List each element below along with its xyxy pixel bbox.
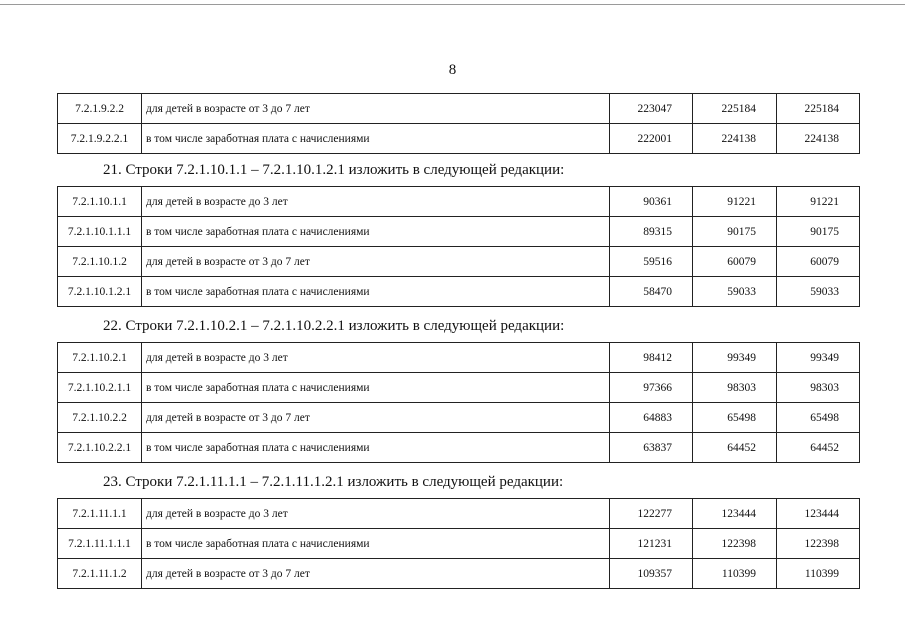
row-value-2: 224138 [693,124,777,154]
row-value-2: 98303 [693,373,777,403]
table-row [58,373,860,403]
table-row [58,343,860,373]
top-border-line [0,4,905,5]
row-code: 7.2.1.10.2.1 [58,343,142,373]
row-value-3: 110399 [777,559,860,589]
row-code: 7.2.1.11.1.2 [58,559,142,589]
section-heading-22: 22. Строки 7.2.1.10.2.1 – 7.2.1.10.2.2.1 изложить в следующей редакции: [103,318,565,334]
table-row [58,247,860,277]
row-description: для детей в возрасте до 3 лет [142,343,610,373]
row-value-1: 58470 [610,277,693,307]
table-row [58,403,860,433]
row-value-3: 99349 [777,343,860,373]
row-description: для детей в возрасте до 3 лет [142,499,610,529]
row-code: 7.2.1.10.1.2.1 [58,277,142,307]
row-code: 7.2.1.10.1.1.1 [58,217,142,247]
row-value-1: 122277 [610,499,693,529]
row-value-2: 110399 [693,559,777,589]
page-number: 8 [448,62,457,78]
row-code: 7.2.1.10.2.1.1 [58,373,142,403]
row-code: 7.2.1.9.2.2 [58,94,142,124]
row-value-1: 222001 [610,124,693,154]
row-value-1: 109357 [610,559,693,589]
row-value-2: 60079 [693,247,777,277]
row-code: 7.2.1.11.1.1.1 [58,529,142,559]
row-description: в том числе заработная плата с начислениями [142,373,610,403]
row-value-1: 97366 [610,373,693,403]
data-table-23 [57,498,860,589]
row-value-2: 90175 [693,217,777,247]
row-value-2: 99349 [693,343,777,373]
table-row [58,499,860,529]
data-table-21 [57,186,860,307]
row-value-1: 90361 [610,187,693,217]
row-value-1: 98412 [610,343,693,373]
row-value-3: 122398 [777,529,860,559]
row-description: в том числе заработная плата с начислениями [142,217,610,247]
row-value-1: 121231 [610,529,693,559]
row-description: для детей в возрасте от 3 до 7 лет [142,94,610,124]
row-code: 7.2.1.10.1.1 [58,187,142,217]
row-description: для детей в возрасте от 3 до 7 лет [142,559,610,589]
row-value-3: 123444 [777,499,860,529]
row-value-3: 91221 [777,187,860,217]
row-value-2: 64452 [693,433,777,463]
row-value-2: 65498 [693,403,777,433]
row-description: для детей в возрасте до 3 лет [142,187,610,217]
section-heading-23: 23. Строки 7.2.1.11.1.1 – 7.2.1.11.1.2.1 изложить в следующей редакции: [103,474,564,490]
row-value-2: 91221 [693,187,777,217]
data-table-continued [57,93,860,154]
row-value-3: 59033 [777,277,860,307]
table-row [58,94,860,124]
row-value-1: 59516 [610,247,693,277]
row-code: 7.2.1.9.2.2.1 [58,124,142,154]
row-value-3: 64452 [777,433,860,463]
row-value-2: 59033 [693,277,777,307]
row-value-3: 224138 [777,124,860,154]
table-row [58,433,860,463]
row-code: 7.2.1.10.2.2 [58,403,142,433]
row-description: для детей в возрасте от 3 до 7 лет [142,247,610,277]
row-value-3: 60079 [777,247,860,277]
row-description: в том числе заработная плата с начислениями [142,124,610,154]
row-value-2: 225184 [693,94,777,124]
row-value-1: 89315 [610,217,693,247]
table-row [58,277,860,307]
row-value-3: 98303 [777,373,860,403]
table-row [58,217,860,247]
table-row [58,529,860,559]
section-heading-21: 21. Строки 7.2.1.10.1.1 – 7.2.1.10.1.2.1 изложить в следующей редакции: [103,162,565,178]
row-value-2: 122398 [693,529,777,559]
row-description: в том числе заработная плата с начислениями [142,277,610,307]
row-value-2: 123444 [693,499,777,529]
table-row [58,559,860,589]
row-description: для детей в возрасте от 3 до 7 лет [142,403,610,433]
row-description: в том числе заработная плата с начислениями [142,529,610,559]
row-value-1: 63837 [610,433,693,463]
row-value-3: 90175 [777,217,860,247]
row-code: 7.2.1.11.1.1 [58,499,142,529]
row-value-3: 225184 [777,94,860,124]
row-value-1: 64883 [610,403,693,433]
table-row [58,124,860,154]
row-code: 7.2.1.10.2.2.1 [58,433,142,463]
row-code: 7.2.1.10.1.2 [58,247,142,277]
table-row [58,187,860,217]
row-description: в том числе заработная плата с начислениями [142,433,610,463]
row-value-3: 65498 [777,403,860,433]
row-value-1: 223047 [610,94,693,124]
data-table-22 [57,342,860,463]
